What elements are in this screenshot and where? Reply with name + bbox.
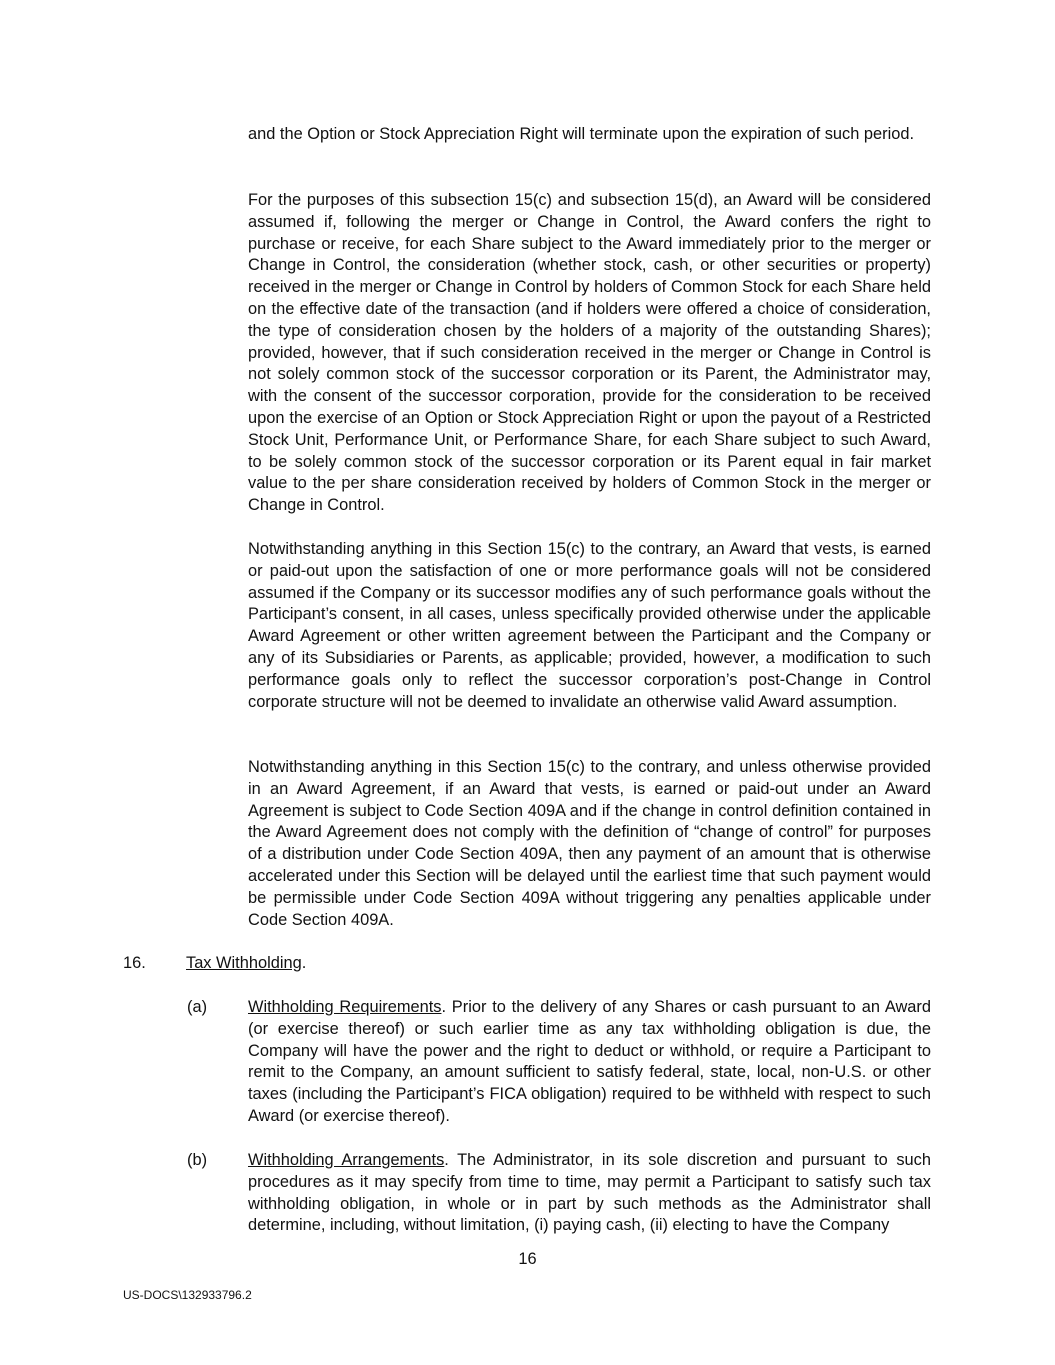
continuation-paragraph: and the Option or Stock Appreciation Right will terminate upon the expiration of such period. [248,125,915,143]
subsection-a-paragraph [248,997,931,1128]
subsection-b-paragraph [248,1150,931,1237]
subsection-a-label: (a) [187,998,208,1016]
section-title-suffix: . [301,954,307,972]
performance-goals-paragraph: Notwithstanding anything in this Section 15(c) to the contrary, an Award that vests, is earned or paid-out upon the satisfaction of one or more performance goals will not be considered assumed if the Company or its successor modifies any of such performance goals without the Participant’s consent, in all cases, unless specifically provided otherwise under the applicable Award Agreement or other written agreement between the Participant and the Company or any of its Subsidiaries or Parents, as applicable; provided, however, a modification to such performance goals only to reflect the successor corporation’s post-Change in Control corporate structure will not be deemed to invalidate an otherwise valid Award assumption. [248,540,931,711]
section-heading [186,953,306,975]
page-number: 16 [518,1250,537,1268]
section-title: Tax Withholding [186,954,302,972]
subsection-b-heading: Withholding Arrangements [248,1151,445,1169]
document-id: US-DOCS\132933796.2 [123,1288,252,1302]
subsection-b-text: . The Administrator, in its sole discretion and pursuant to such procedures as it may specify from time to time, may permit a Participant to satisfy such tax withholding obligation, in whole or in part by such methods as the Administrator shall determine, including, without limitation, (i) paying cash, (ii) electing to have the Company [248,1151,931,1235]
section-409a-paragraph: Notwithstanding anything in this Section 15(c) to the contrary, and unless otherwise provided in an Award Agreement, if an Award that vests, is earned or paid-out under an Award Agreement is subject to Code Section 409A and if the change in control definition contained in the Award Agreement does not comply with the definition of “change of control” for purposes of a distribution under Code Section 409A, then any payment of an amount that is otherwise accelerated under this Section will be delayed until the earliest time that such payment would be permissible under Code Section 409A without triggering any penalties applicable under Code Section 409A. [248,758,931,929]
assumption-paragraph: For the purposes of this subsection 15(c) and subsection 15(d), an Award will be considered assumed if, following the merger or Change in Control, the Award confers the right to purchase or receive, for each Share subject to the Award immediately prior to the merger or Change in Control, the consideration (whether stock, cash, or other securities or property) received in the merger or Change in Control by holders of Common Stock for each Share held on the effective date of the transaction (and if holders were offered a choice of consideration, the type of consideration chosen by the holders of a majority of the outstanding Shares); provided, however, that if such consideration received in the merger or Change in Control is not solely common stock of the successor corporation or its Parent, the Administrator may, with the consent of the successor corporation, provide for the consideration to be received upon the exercise of an Option or Stock Appreciation Right or upon the payout of a Restricted Stock Unit, Performance Unit, or Performance Share, for each Share subject to such Award, to be solely common stock of the successor corporation or its Parent equal in fair market value to the per share consideration received by holders of Common Stock in the merger or Change in Control. [248,191,931,515]
subsection-a-heading: Withholding Requirements [248,998,442,1016]
section-number: 16. [123,954,146,972]
subsection-a-text: . Prior to the delivery of any Shares or cash pursuant to an Award (or exercise thereof) or such earlier time as any tax withholding obligation is due, the Company will have the power and the right to deduct or withhold, or require a Participant to remit to the Company, an amount sufficient to satisfy federal, state, local, non-U.S. or other taxes (including the Participant’s FICA obligation) required to be withheld with respect to such Award (or exercise thereof). [248,998,931,1125]
subsection-b-label: (b) [187,1151,208,1169]
